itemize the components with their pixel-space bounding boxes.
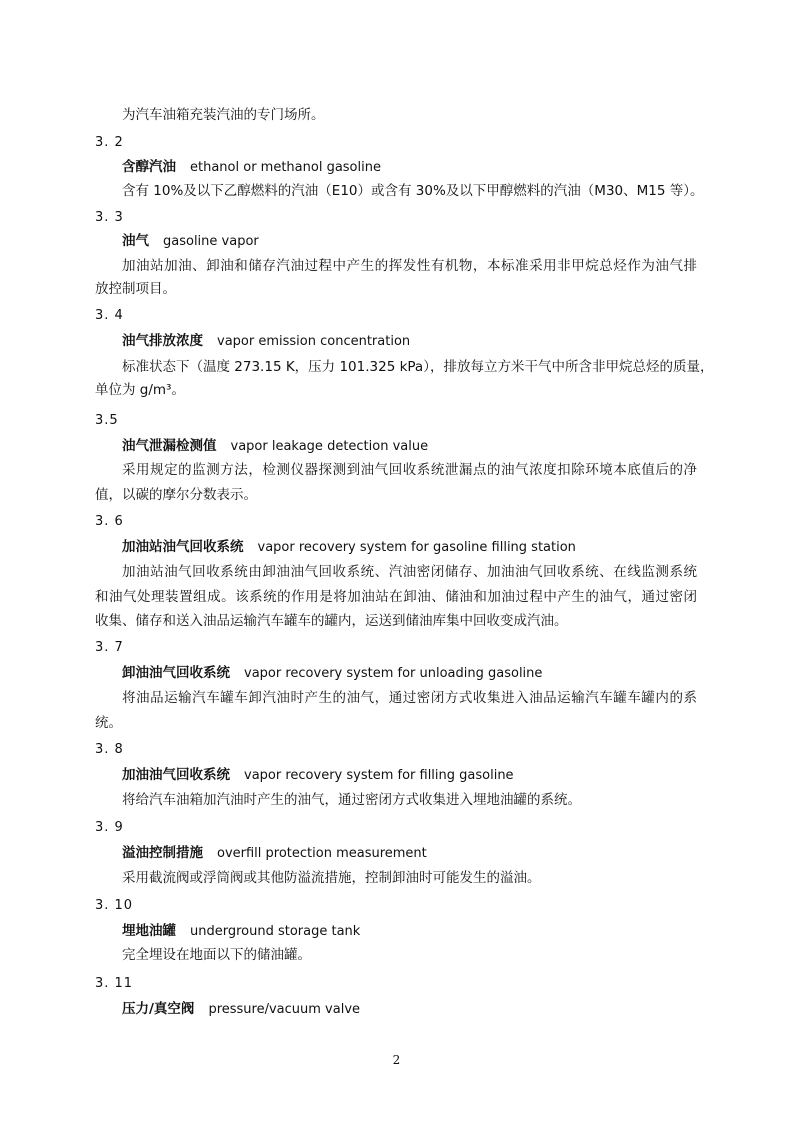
- term-english: underground storage tank: [190, 924, 361, 939]
- term-chinese: 油气排放浓度: [122, 333, 203, 349]
- term-english: vapor emission concentration: [217, 334, 411, 349]
- section-number: 3. 10: [95, 898, 134, 913]
- term-chinese: 埋地油罐: [122, 923, 176, 939]
- term-chinese: 加油站油气回收系统: [122, 539, 244, 555]
- term-english: ethanol or methanol gasoline: [190, 160, 381, 175]
- term-heading: [122, 232, 259, 251]
- definition-line: 单位为 g/m³。: [95, 382, 185, 398]
- definition-line: 含有 10%及以下乙醇燃料的汽油（E10）或含有 30%及以下甲醇燃料的汽油（M30、M15 等）。: [122, 183, 704, 199]
- term-english: vapor leakage detection value: [230, 439, 429, 454]
- term-english: vapor recovery system for gasoline filling station: [257, 540, 576, 555]
- definition-line: 值，以碳的摩尔分数表示。: [95, 487, 257, 503]
- term-heading: [122, 664, 542, 683]
- term-chinese: 卸油油气回收系统: [122, 665, 230, 681]
- section-number: 3. 7: [95, 640, 124, 655]
- definition-line: 统。: [95, 715, 122, 731]
- term-heading: [122, 766, 514, 785]
- term-english: vapor recovery system for unloading gasoline: [244, 666, 543, 681]
- definition-line: 完全埋设在地面以下的储油罐。: [122, 947, 311, 963]
- section-number: 3. 11: [95, 976, 134, 991]
- term-chinese: 加油油气回收系统: [122, 767, 230, 783]
- section-number: 3. 9: [95, 820, 124, 835]
- term-english: gasoline vapor: [163, 234, 259, 249]
- section-number: 3. 2: [95, 135, 124, 150]
- definition-line: 将油品运输汽车罐车卸汽油时产生的油气，通过密闭方式收集进入油品运输汽车罐车罐内的系: [122, 690, 697, 706]
- section-number: 3. 6: [95, 514, 124, 529]
- definition-line: 将给汽车油箱加汽油时产生的油气，通过密闭方式收集进入埋地油罐的系统。: [122, 792, 581, 808]
- definition-line: 收集、储存和送入油品运输汽车罐车的罐内，运送到储油库集中回收变成汽油。: [95, 613, 568, 629]
- term-chinese: 油气: [122, 233, 149, 249]
- term-chinese: 油气泄漏检测值: [122, 438, 217, 454]
- term-english: pressure/vacuum valve: [208, 1002, 361, 1017]
- term-chinese: 压力/真空阀: [122, 1001, 195, 1017]
- term-heading: [122, 922, 360, 941]
- page-number: 2: [392, 1053, 401, 1067]
- section-number: 3. 4: [95, 308, 124, 323]
- term-heading: [122, 538, 576, 557]
- section-number: 3. 3: [95, 210, 124, 225]
- term-heading: [122, 158, 381, 177]
- term-heading: [122, 844, 427, 863]
- definition-line: 加油站加油、卸油和储存汽油过程中产生的挥发性有机物，本标准采用非甲烷总烃作为油气排: [122, 258, 697, 274]
- definition-line: 和油气处理装置组成。该系统的作用是将加油站在卸油、储油和加油过程中产生的油气，通过密闭: [95, 589, 697, 605]
- term-english: overfill protection measurement: [217, 846, 427, 861]
- term-chinese: 含醇汽油: [122, 159, 176, 175]
- section-number: 3.5: [95, 413, 119, 428]
- definition-line: 放控制项目。: [95, 281, 176, 297]
- definition-line: 标准状态下（温度 273.15 K，压力 101.325 kPa），排放每立方米干气中所含非甲烷总烃的质量，: [122, 359, 714, 375]
- definition-line: 加油站油气回收系统由卸油油气回收系统、汽油密闭储存、加油油气回收系统、在线监测系统: [122, 564, 697, 580]
- section-number: 3. 8: [95, 742, 124, 757]
- term-english: vapor recovery system for filling gasoline: [244, 768, 514, 783]
- term-heading: [122, 332, 410, 351]
- definition-line: 采用截流阀或浮筒阀或其他防溢流措施，控制卸油时可能发生的溢油。: [122, 870, 541, 886]
- term-chinese: 溢油控制措施: [122, 845, 203, 861]
- term-heading: [122, 437, 428, 456]
- intro-definition-line: 为汽车油箱充装汽油的专门场所。: [122, 107, 325, 123]
- definition-line: 采用规定的监测方法，检测仪器探测到油气回收系统泄漏点的油气浓度扣除环境本底值后的净: [122, 462, 697, 478]
- term-heading: [122, 1000, 360, 1019]
